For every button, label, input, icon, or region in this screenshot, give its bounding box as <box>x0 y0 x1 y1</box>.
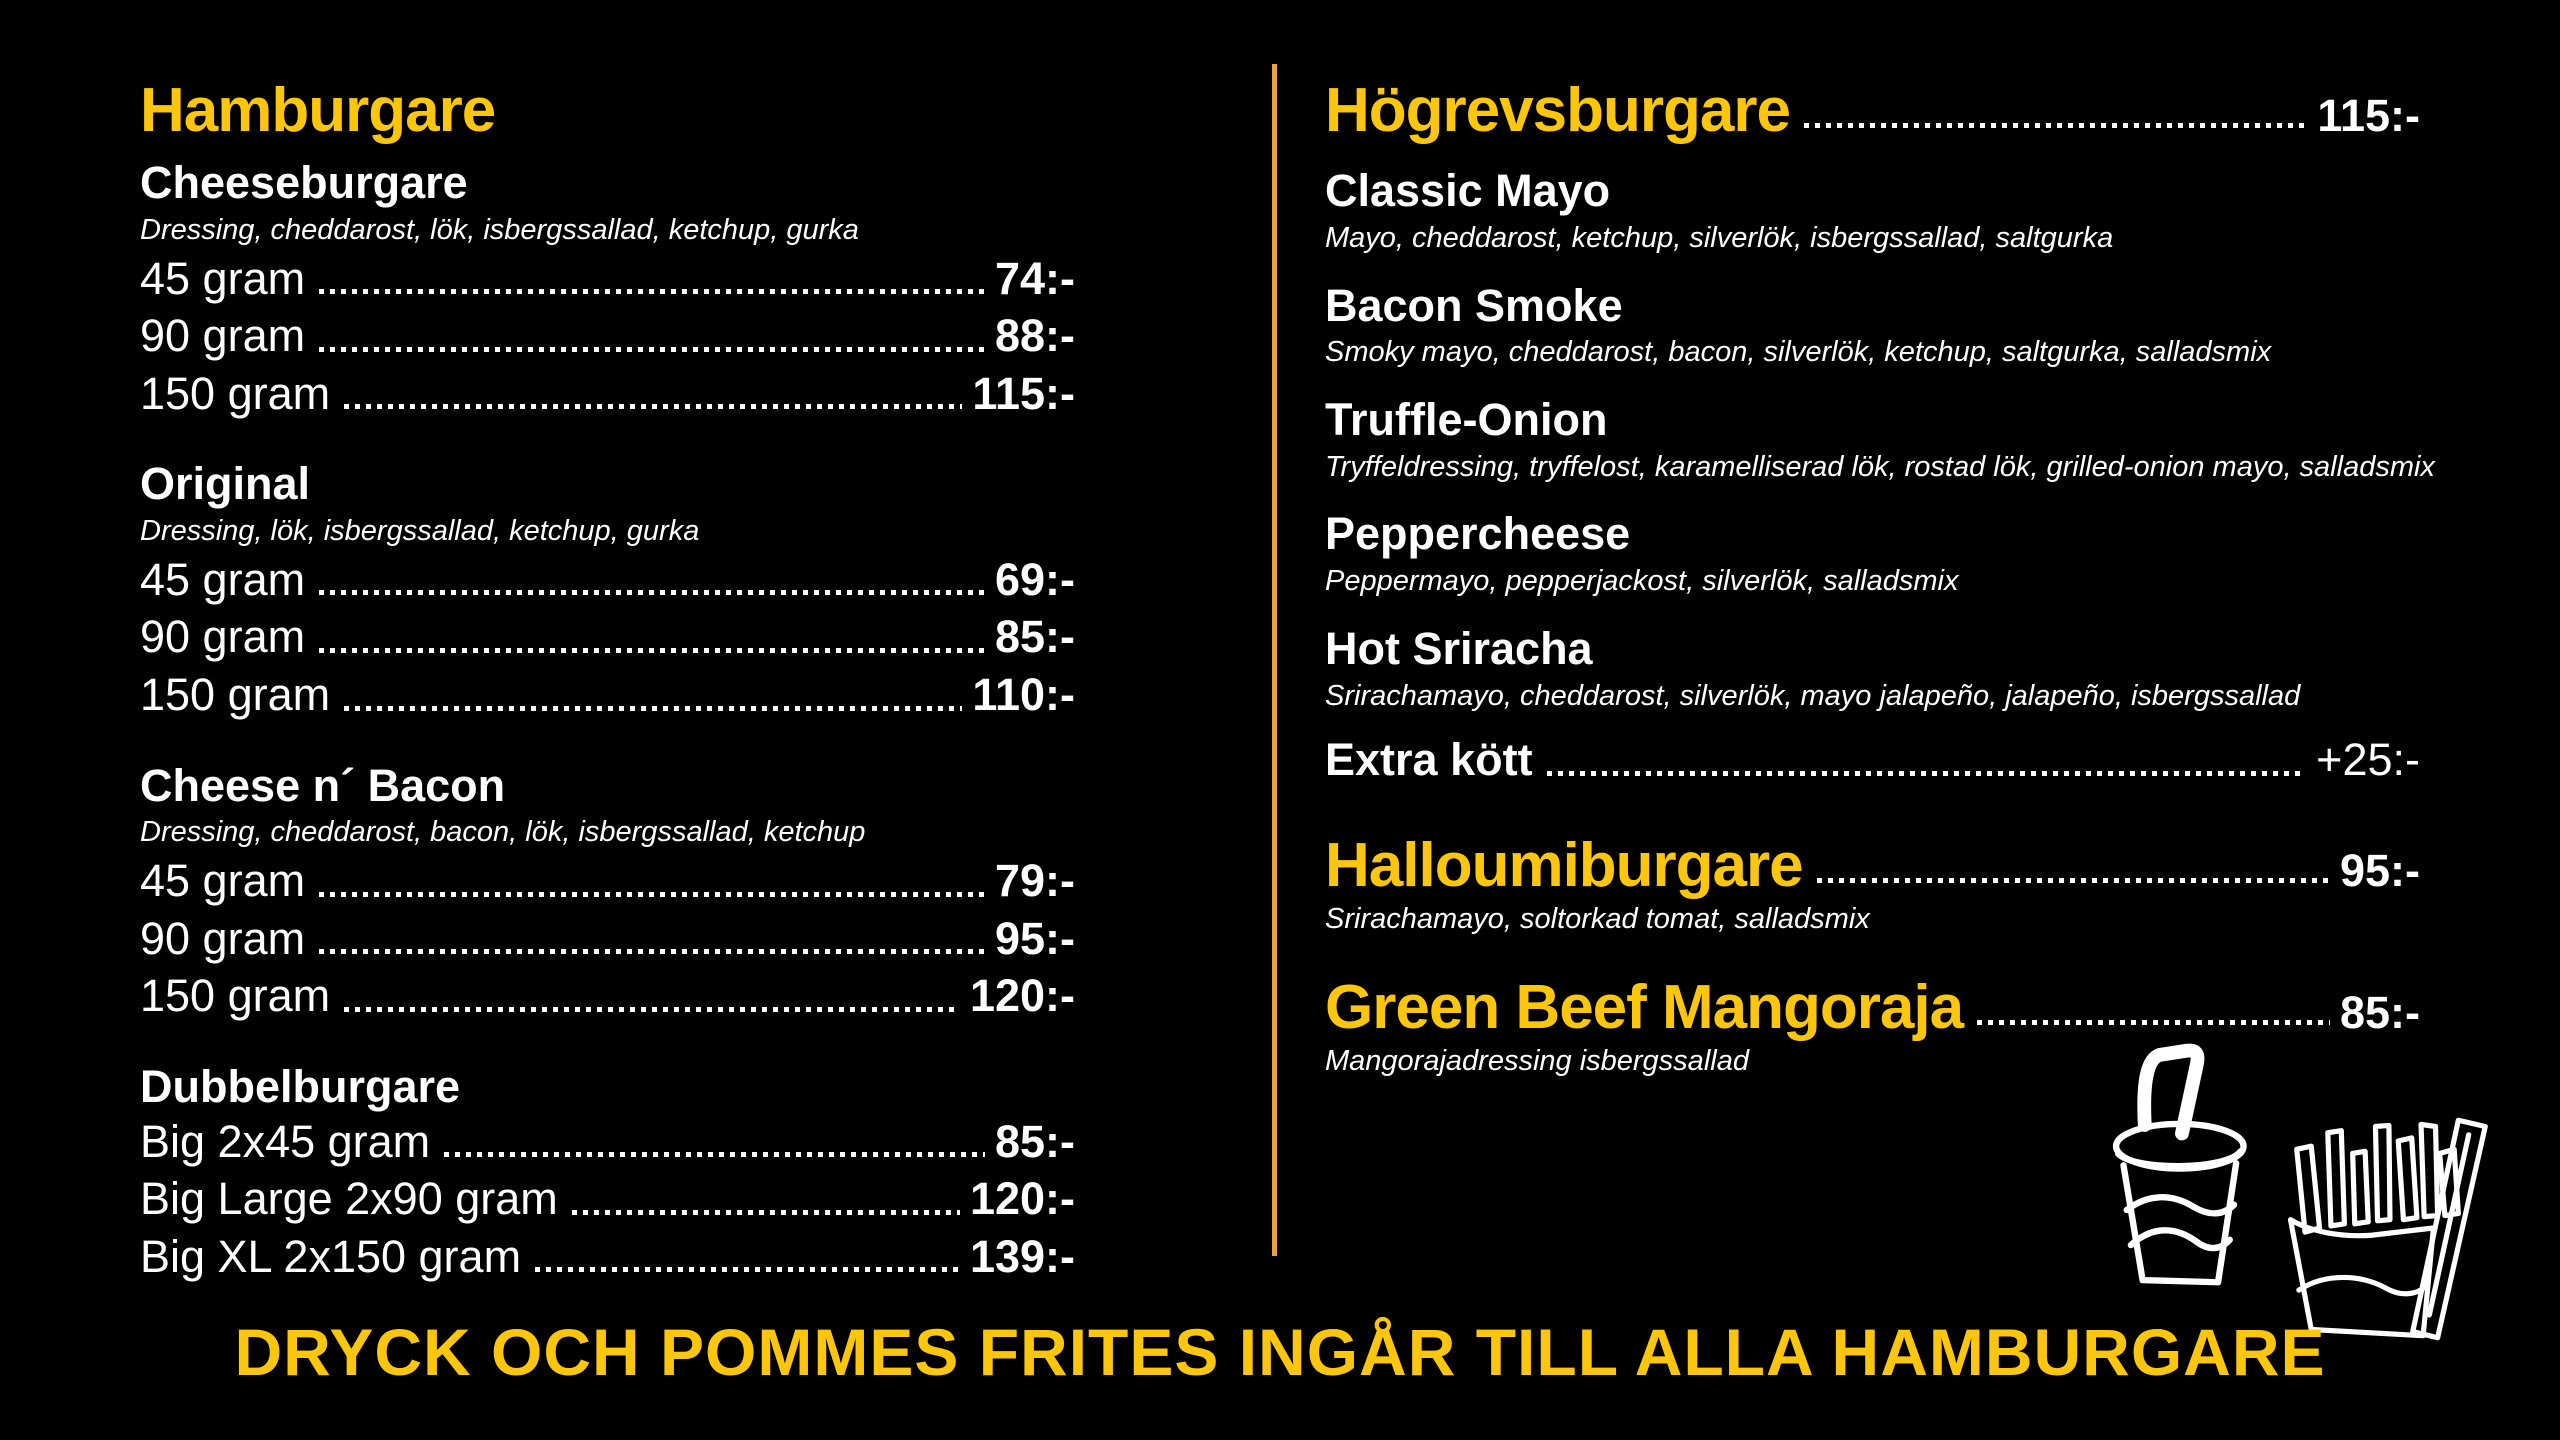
dotted-leader <box>444 1152 985 1157</box>
size-label: 150 gram <box>140 367 331 419</box>
item-ingredients: Srirachamayo, soltorkad tomat, salladsmix <box>1325 902 1870 935</box>
dotted-leader <box>344 1007 960 1012</box>
item-ingredients: Dressing, cheddarost, lök, isbergssallad, ketchup, gurka <box>140 213 859 246</box>
bottom-banner: DRYCK OCH POMMES FRITES INGÅR TILL ALLA HAMBURGARE <box>234 1315 2326 1389</box>
item-ingredients: Peppermayo, pepperjackost, silverlök, salladsmix <box>1325 565 1959 598</box>
size-label: Big 2x45 gram <box>140 1115 431 1167</box>
section-title-hamburgare: Hamburgare <box>140 76 496 145</box>
dotted-leader <box>319 892 985 897</box>
item-name: Classic Mayo <box>1325 165 1611 217</box>
fries-icon <box>2282 1112 2500 1344</box>
price-row <box>140 666 1075 724</box>
size-label: 90 gram <box>140 310 306 362</box>
section-title-green-beef-mangoraja: Green Beef Mangoraja <box>1325 972 1964 1042</box>
item-name: Dubbelburgare <box>140 1060 461 1112</box>
right-column <box>1325 76 2435 1080</box>
item-name: Bacon Smoke <box>1325 279 1623 331</box>
drink-cup-icon <box>2098 1040 2268 1295</box>
price: 139:- <box>969 1230 1075 1282</box>
price-row <box>140 250 1075 308</box>
item-name: Peppercheese <box>1325 508 1631 560</box>
flavor-peppercheese <box>1325 508 2420 600</box>
item-name: Cheeseburgare <box>140 157 468 209</box>
dotted-leader <box>535 1267 960 1272</box>
price: 85:- <box>994 1115 1075 1167</box>
price-row <box>140 608 1075 666</box>
price-row <box>140 1113 1075 1171</box>
special-halloumiburgare <box>1325 830 2420 939</box>
size-label: 150 gram <box>140 668 331 720</box>
dotted-leader <box>319 347 985 352</box>
price-row <box>140 551 1075 609</box>
dotted-leader <box>319 648 985 653</box>
item-ingredients: Mayo, cheddarost, ketchup, silverlök, isbergssallad, saltgurka <box>1325 221 2114 254</box>
special-header <box>1325 830 2420 900</box>
size-label: 45 gram <box>140 553 306 605</box>
dotted-leader <box>319 289 985 294</box>
dotted-leader <box>572 1210 960 1215</box>
dotted-leader <box>1547 771 2307 776</box>
price-row <box>140 967 1075 1025</box>
hogrevsburgare-header <box>1325 78 2420 143</box>
price: 79:- <box>994 854 1075 906</box>
price: 69:- <box>994 553 1075 605</box>
price: 95:- <box>2339 844 2420 896</box>
item-ingredients: Smoky mayo, cheddarost, bacon, silverlök, ketchup, saltgurka, salladsmix <box>1325 336 2272 369</box>
flavor-classic-mayo <box>1325 165 2420 257</box>
size-label: Big XL 2x150 gram <box>140 1230 522 1282</box>
price-row <box>140 852 1075 910</box>
menu-group-original <box>140 458 1075 723</box>
size-label: 45 gram <box>140 252 306 304</box>
price: 85:- <box>994 611 1075 663</box>
price-row <box>140 1170 1075 1228</box>
dotted-leader <box>344 706 962 711</box>
item-name: Hot Sriracha <box>1325 622 1593 674</box>
price-row <box>140 910 1075 968</box>
item-name: Truffle-Onion <box>1325 393 1608 445</box>
menu-group-dubbelburgare <box>140 1061 1075 1286</box>
dotted-leader <box>344 404 962 409</box>
dotted-leader <box>319 590 985 595</box>
left-column <box>140 78 1075 1285</box>
price: 88:- <box>994 310 1075 362</box>
price: 85:- <box>2339 986 2420 1038</box>
size-label: Big Large 2x90 gram <box>140 1173 558 1225</box>
price: 74:- <box>994 252 1075 304</box>
item-ingredients: Srirachamayo, cheddarost, silverlök, mayo jalapeño, jalapeño, isbergssallad <box>1325 679 2301 712</box>
dotted-leader <box>1817 878 2330 883</box>
price: 115:- <box>2317 90 2420 141</box>
menu-group-cheeseburgare <box>140 157 1075 422</box>
extra-label: Extra kött <box>1325 734 1533 786</box>
item-ingredients: Mangorajadressing isbergssallad <box>1325 1044 1749 1077</box>
dotted-leader <box>1977 1020 2330 1025</box>
price: 115:- <box>972 367 1075 419</box>
flavor-bacon-smoke <box>1325 280 2420 372</box>
item-name: Cheese n´ Bacon <box>140 759 506 811</box>
price: +25:- <box>2316 734 2420 786</box>
section-title-halloumiburgare: Halloumiburgare <box>1325 830 1803 900</box>
price: 120:- <box>969 970 1075 1022</box>
size-label: 90 gram <box>140 912 306 964</box>
size-label: 45 gram <box>140 854 306 906</box>
menu-group-cheese-n-bacon <box>140 760 1075 1025</box>
section-title-hogrevsburgare: Högrevsburgare <box>1325 76 1790 145</box>
flavor-truffle-onion <box>1325 393 2435 486</box>
price: 120:- <box>969 1173 1075 1225</box>
price: 95:- <box>994 912 1075 964</box>
price-row <box>140 1228 1075 1286</box>
item-ingredients: Dressing, cheddarost, bacon, lök, isbergssallad, ketchup <box>140 816 866 849</box>
price-row <box>140 307 1075 365</box>
dotted-leader <box>1804 123 2307 128</box>
item-ingredients: Tryffeldressing, tryffelost, karamelliserad lök, rostad lök, grilled-onion mayo, salladsmix <box>1325 450 2435 483</box>
size-label: 150 gram <box>140 970 331 1022</box>
item-ingredients: Dressing, lök, isbergssallad, ketchup, gurka <box>140 515 700 548</box>
price-row <box>140 365 1075 423</box>
special-header <box>1325 972 2420 1042</box>
column-divider <box>1272 64 1277 1256</box>
price: 110:- <box>972 668 1075 720</box>
flavor-hot-sriracha <box>1325 623 2420 715</box>
extra-meat-row <box>1325 731 2420 789</box>
size-label: 90 gram <box>140 611 306 663</box>
dotted-leader <box>319 949 985 954</box>
item-name: Original <box>140 458 311 510</box>
